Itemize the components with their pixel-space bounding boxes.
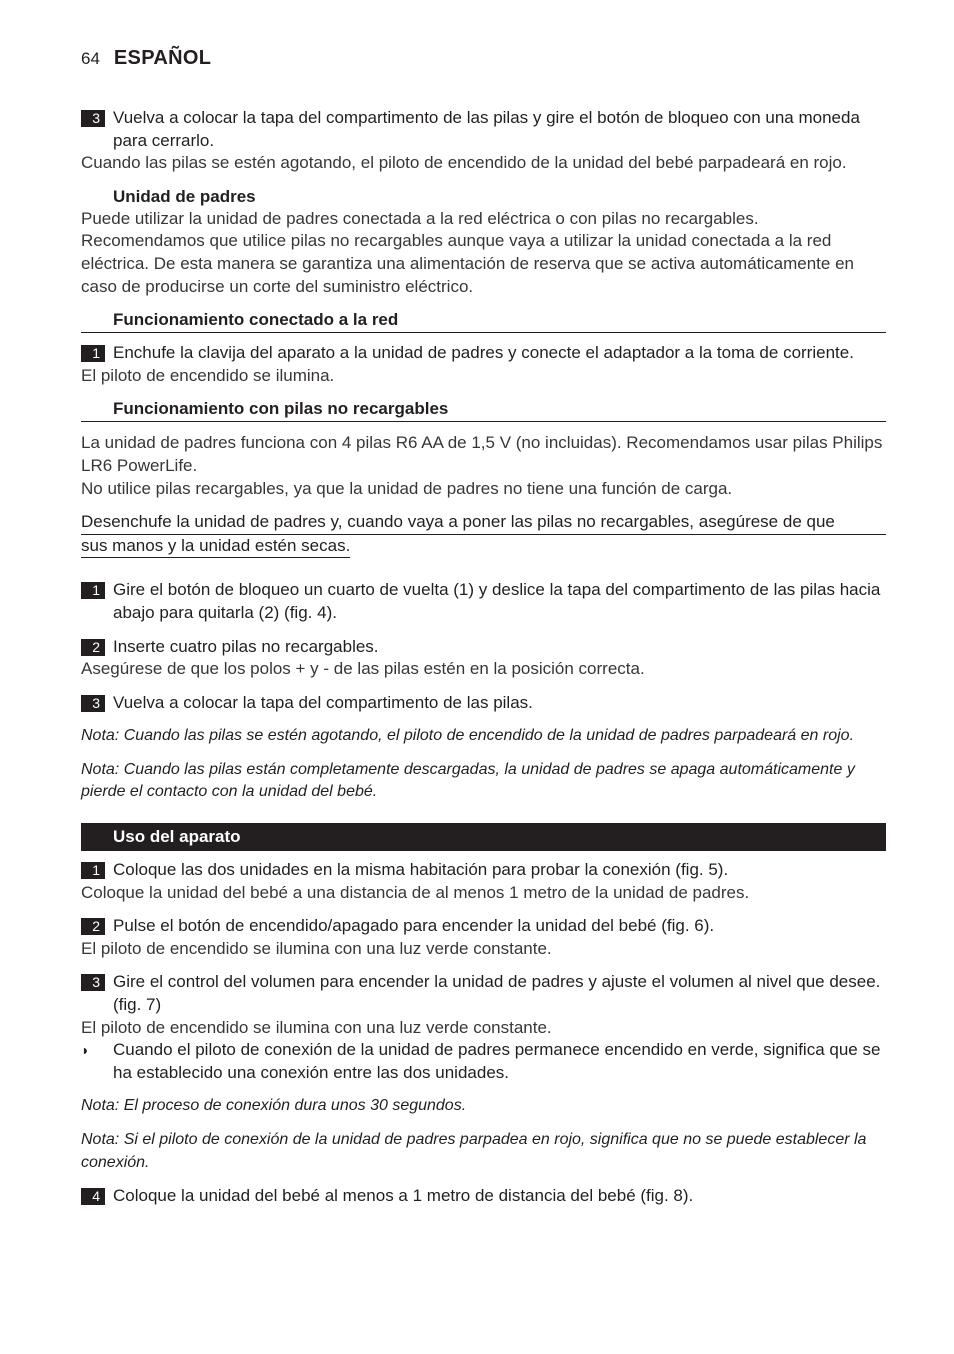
warning-text-line: Desenchufe la unidad de padres y, cuando vaya a poner las pilas no recargables, asegúrese de que — [81, 511, 886, 535]
step-number-badge: 4 — [81, 1188, 105, 1205]
paragraph: Recomendamos que utilice pilas no recargables aunque vaya a utilizar la unidad conectada a la red eléctrica. De esta manera se garantiza una alimentación de reserva que se activa automáticamente en caso de producirse un corte del suministro eléctrico. — [81, 231, 854, 296]
step-power-on-baby-unit — [81, 915, 886, 938]
paragraph: No utilice pilas recargables, ya que la unidad de padres no tiene una función de carga. — [81, 478, 733, 498]
step-number-badge: 1 — [81, 345, 105, 362]
step-result: Asegúrese de que los polos + y - de las pilas estén en la posición correcta. — [81, 659, 645, 679]
page-number: 64 — [81, 49, 100, 68]
step-number-badge: 3 — [81, 110, 105, 127]
step-text: Enchufe la clavija del aparato a la unidad de padres y conecte el adaptador a la toma de corriente. — [113, 343, 854, 363]
bullet-arrow-icon: ◗ — [81, 1042, 90, 1059]
note: Nota: Cuando las pilas se estén agotando, el piloto de encendido de la unidad de padres parpadeará en rojo. — [81, 727, 855, 745]
paragraph: Puede utilizar la unidad de padres conectada a la red eléctrica o con pilas no recargables. — [81, 208, 759, 228]
step-text: Gire el botón de bloqueo un cuarto de vuelta (1) y deslice la tapa del compartimento de las pilas hacia abajo para quitarla (2) (fig. 4). — [113, 580, 881, 622]
step-place-units — [81, 859, 886, 882]
section-heading-usage: Uso del aparato — [81, 823, 886, 851]
step-replace-cover — [81, 692, 886, 715]
step-number-badge: 1 — [81, 862, 105, 879]
result-bullet — [81, 1039, 886, 1084]
step-text: Vuelva a colocar la tapa del compartimento de las pilas. — [113, 692, 533, 712]
step-number-badge: 3 — [81, 974, 105, 991]
step-remove-cover — [81, 579, 886, 624]
note: Nota: El proceso de conexión dura unos 30 segundos. — [81, 1097, 467, 1115]
step-text: Vuelva a colocar la tapa del compartimento de las pilas y gire el botón de bloqueo con una moneda para cerrarlo. — [113, 108, 860, 150]
bullet-text: Cuando el piloto de conexión de la unidad de padres permanece encendido en verde, significa que se ha establecido una conexión entre las dos unidades. — [113, 1040, 881, 1082]
step-insert-batteries — [81, 636, 886, 659]
step-volume-control — [81, 971, 886, 1016]
step-text: Inserte cuatro pilas no recargables. — [113, 636, 379, 656]
warning-box — [81, 511, 886, 558]
step-text: Coloque la unidad del bebé al menos a 1 metro de distancia del bebé (fig. 8). — [113, 1186, 694, 1206]
step-close-battery-cover — [81, 107, 886, 152]
note: Nota: Cuando las pilas están completamente descargadas, la unidad de padres se apaga automáticamente y pierde el contacto con la unidad del bebé. — [81, 760, 855, 801]
page-header — [81, 47, 211, 70]
step-connect-adapter — [81, 342, 886, 365]
step-result: El piloto de encendido se ilumina con una luz verde constante. — [81, 1017, 552, 1037]
warning-text-line: sus manos y la unidad estén secas. — [81, 535, 350, 559]
section-heading-parent-unit: Unidad de padres — [113, 186, 256, 206]
step-number-badge: 2 — [81, 639, 105, 656]
step-result: El piloto de encendido se ilumina con una luz verde constante. — [81, 938, 552, 958]
step-number-badge: 3 — [81, 695, 105, 712]
page-content — [81, 107, 886, 1208]
step-text: Coloque las dos unidades en la misma habitación para probar la conexión (fig. 5). — [113, 860, 729, 880]
step-text: Gire el control del volumen para encender la unidad de padres y ajuste el volumen al nivel que desee. (fig. 7) — [113, 972, 881, 1015]
paragraph: La unidad de padres funciona con 4 pilas R6 AA de 1,5 V (no incluidas). Recomendamos usar pilas Philips LR6 PowerLife. — [81, 433, 883, 475]
section-heading-mains: Funcionamiento conectado a la red — [81, 309, 886, 333]
step-result: Cuando las pilas se estén agotando, el piloto de encendido de la unidad del bebé parpadeará en rojo. — [81, 153, 847, 173]
step-distance-from-baby — [81, 1185, 886, 1208]
step-result: El piloto de encendido se ilumina. — [81, 365, 335, 385]
step-result: Coloque la unidad del bebé a una distancia de al menos 1 metro de la unidad de padres. — [81, 882, 750, 902]
step-number-badge: 2 — [81, 918, 105, 935]
language-title: ESPAÑOL — [113, 47, 212, 69]
note: Nota: Si el piloto de conexión de la unidad de padres parpadea en rojo, significa que no se puede establecer la conexión. — [81, 1131, 867, 1171]
step-number-badge: 1 — [81, 582, 105, 599]
step-text: Pulse el botón de encendido/apagado para encender la unidad del bebé (fig. 6). — [113, 916, 715, 936]
section-heading-batteries: Funcionamiento con pilas no recargables — [81, 398, 886, 422]
